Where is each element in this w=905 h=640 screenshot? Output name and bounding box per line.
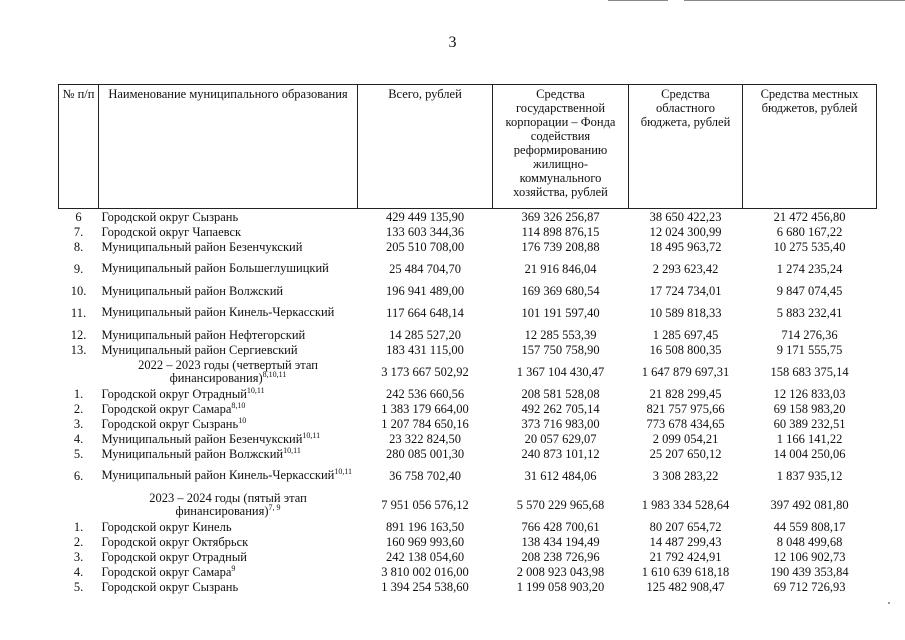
row-local — [743, 431, 877, 446]
row-regional — [629, 534, 743, 549]
table-row — [59, 283, 877, 298]
row-name-text: Муниципальный район Сергиевский — [101, 342, 298, 357]
row-name-text: Городской округ Отрадный — [101, 386, 247, 401]
page-number: 3 — [448, 34, 457, 51]
row-fund — [493, 239, 629, 254]
row-num-text: 7. — [73, 224, 84, 239]
row-fund — [493, 327, 629, 342]
row-num — [59, 209, 99, 225]
row-fund-text: 1 199 058 903,20 — [516, 579, 605, 594]
row-local-text: 5 883 232,41 — [776, 305, 843, 320]
row-name-text: 2023 – 2024 годы (пятый этап финансирования) — [149, 490, 307, 518]
table-row — [59, 461, 877, 490]
row-name-text: Городской округ Чапаевск — [101, 224, 242, 239]
row-fund-text: 138 434 194,49 — [521, 534, 600, 549]
row-fund — [493, 490, 629, 519]
row-name — [99, 254, 358, 283]
row-local — [743, 298, 877, 327]
row-regional-text: 17 724 734,01 — [649, 283, 722, 298]
row-num — [59, 461, 99, 490]
row-fund — [493, 209, 629, 225]
row-regional — [629, 461, 743, 490]
row-fund-text: 176 739 208,88 — [521, 239, 600, 254]
row-name-text: Городской округ Сызрань — [101, 209, 239, 224]
row-total — [358, 254, 493, 283]
row-num — [59, 386, 99, 401]
table-row — [59, 342, 877, 357]
row-num — [59, 283, 99, 298]
table-row — [59, 549, 877, 564]
row-name — [99, 224, 358, 239]
row-fund — [493, 446, 629, 461]
row-local-text: 14 004 250,06 — [773, 446, 846, 461]
row-local-text: 9 847 074,45 — [776, 283, 843, 298]
row-fund-text: 240 873 101,12 — [521, 446, 600, 461]
row-fund — [493, 564, 629, 579]
row-regional-text: 25 207 650,12 — [649, 446, 722, 461]
row-name — [99, 431, 358, 446]
row-total — [358, 490, 493, 519]
row-fund-text: 5 570 229 965,68 — [516, 497, 605, 512]
row-fund — [493, 401, 629, 416]
row-fund — [493, 224, 629, 239]
row-regional-text: 1 285 697,45 — [652, 327, 719, 342]
row-regional-text: 14 487 299,43 — [649, 534, 722, 549]
row-local-text: 44 559 808,17 — [773, 519, 846, 534]
header-total: Всего, рублей — [358, 85, 493, 209]
row-num — [59, 549, 99, 564]
row-total-text: 429 449 135,90 — [385, 209, 465, 224]
footnote-ref: 8,10,11 — [262, 369, 287, 379]
row-total — [358, 446, 493, 461]
row-num — [59, 239, 99, 254]
row-fund — [493, 283, 629, 298]
row-local — [743, 549, 877, 564]
row-regional-text: 2 099 054,21 — [652, 431, 719, 446]
row-num — [59, 357, 99, 386]
row-fund — [493, 549, 629, 564]
row-name — [99, 209, 358, 225]
row-total-text: 3 173 667 502,92 — [381, 364, 469, 379]
row-name-text: Городской округ Октябрьск — [101, 534, 249, 549]
row-regional-text: 80 207 654,72 — [649, 519, 722, 534]
row-name-text: Городской округ Сызрань — [101, 416, 239, 431]
table-row — [59, 224, 877, 239]
row-local-text: 60 389 232,51 — [773, 416, 846, 431]
row-local — [743, 342, 877, 357]
row-regional — [629, 549, 743, 564]
row-name-text: Муниципальный район Безенчукский — [101, 431, 303, 446]
row-local-text: 8 048 499,68 — [776, 534, 843, 549]
row-local-text: 190 439 353,84 — [770, 564, 849, 579]
row-local-text: 1 837 935,12 — [776, 468, 843, 483]
row-regional-text: 21 792 424,91 — [649, 549, 722, 564]
row-fund — [493, 298, 629, 327]
row-num — [59, 298, 99, 327]
row-num-text: 5. — [73, 579, 84, 594]
row-fund-text: 208 238 726,96 — [521, 549, 600, 564]
row-name — [99, 461, 358, 490]
row-total-text: 891 196 163,50 — [385, 519, 465, 534]
row-num-text: 4. — [73, 564, 84, 579]
row-local-text: 397 492 081,80 — [770, 497, 849, 512]
row-fund — [493, 386, 629, 401]
row-total-text: 36 758 702,40 — [389, 468, 461, 483]
row-num-text: 1. — [73, 386, 84, 401]
row-total — [358, 579, 493, 594]
row-name-text: Городской округ Сызрань — [101, 579, 239, 594]
row-total-text: 133 603 344,36 — [385, 224, 465, 239]
row-local — [743, 534, 877, 549]
row-regional — [629, 283, 743, 298]
row-local — [743, 461, 877, 490]
row-total — [358, 239, 493, 254]
row-regional — [629, 431, 743, 446]
row-name-text: Муниципальный район Волжский — [101, 283, 284, 298]
row-name — [99, 239, 358, 254]
row-local-text: 12 106 902,73 — [773, 549, 846, 564]
row-regional — [629, 579, 743, 594]
row-name-text: Муниципальный район Кинель-Черкасский — [101, 305, 335, 319]
row-total-text: 14 285 527,20 — [389, 327, 461, 342]
row-name — [99, 401, 358, 416]
footnote-ref: 8,10 — [231, 400, 246, 410]
row-name — [99, 519, 358, 534]
row-local — [743, 283, 877, 298]
row-total — [358, 461, 493, 490]
row-regional — [629, 224, 743, 239]
table-row — [59, 327, 877, 342]
row-fund-text: 492 262 705,14 — [521, 401, 600, 416]
row-fund — [493, 461, 629, 490]
row-local-text: 158 683 375,14 — [770, 364, 849, 379]
row-local — [743, 209, 877, 225]
row-local — [743, 519, 877, 534]
row-regional — [629, 209, 743, 225]
row-regional-text: 2 293 623,42 — [652, 261, 719, 276]
row-num-text: 2. — [73, 534, 84, 549]
row-total — [358, 549, 493, 564]
row-local — [743, 254, 877, 283]
table-row — [59, 386, 877, 401]
table-row — [59, 579, 877, 594]
row-local — [743, 446, 877, 461]
row-regional-text: 18 495 963,72 — [649, 239, 722, 254]
row-num — [59, 254, 99, 283]
table-row — [59, 401, 877, 416]
row-total-text: 196 941 489,00 — [385, 283, 465, 298]
row-fund — [493, 357, 629, 386]
row-local-text: 69 158 983,20 — [773, 401, 846, 416]
row-fund-text: 169 369 680,54 — [521, 283, 600, 298]
row-local-text: 1 166 141,22 — [776, 431, 843, 446]
row-local — [743, 490, 877, 519]
row-total-text: 3 810 002 016,00 — [381, 564, 469, 579]
top-rule-right — [684, 0, 905, 1]
row-num — [59, 564, 99, 579]
row-name-text: 2022 – 2023 годы (четвертый этап финансирования) — [138, 357, 318, 385]
row-fund-text: 373 716 983,00 — [521, 416, 600, 431]
row-num — [59, 431, 99, 446]
row-local-text: 9 171 555,75 — [776, 342, 843, 357]
row-name-text: Муниципальный район Безенчукский — [101, 239, 303, 254]
row-num — [59, 519, 99, 534]
row-name-text: Муниципальный район Большеглушицкий — [101, 261, 329, 275]
table-period-row — [59, 357, 877, 386]
row-fund — [493, 579, 629, 594]
row-name — [99, 283, 358, 298]
row-fund-text: 208 581 528,08 — [521, 386, 600, 401]
footnote-ref: 10,11 — [302, 430, 321, 440]
row-local-text: 12 126 833,03 — [773, 386, 846, 401]
row-local-text: 714 276,36 — [781, 327, 838, 342]
row-name-text: Городской округ Отрадный — [101, 549, 247, 564]
row-total-text: 7 951 056 576,12 — [381, 497, 469, 512]
row-num — [59, 446, 99, 461]
row-num — [59, 490, 99, 519]
row-local-text: 6 680 167,22 — [776, 224, 843, 239]
row-total — [358, 519, 493, 534]
row-regional — [629, 357, 743, 386]
row-num-text: 6 — [75, 209, 82, 224]
row-total-text: 1 207 784 650,16 — [381, 416, 469, 431]
row-name-text: Муниципальный район Кинель-Черкасский — [101, 468, 335, 482]
row-local-text: 69 712 726,93 — [773, 579, 846, 594]
row-name-text: Городской округ Самара — [101, 564, 232, 579]
row-fund — [493, 254, 629, 283]
table-row — [59, 254, 877, 283]
row-fund-text: 157 750 758,90 — [521, 342, 600, 357]
row-regional — [629, 519, 743, 534]
row-regional-text: 16 508 800,35 — [649, 342, 722, 357]
row-total — [358, 327, 493, 342]
row-local — [743, 239, 877, 254]
row-total-text: 25 484 704,70 — [389, 261, 461, 276]
row-local — [743, 401, 877, 416]
row-total — [358, 342, 493, 357]
row-num-text: 10. — [70, 283, 87, 298]
row-regional — [629, 401, 743, 416]
row-regional-text: 773 678 434,65 — [646, 416, 725, 431]
table-row — [59, 564, 877, 579]
row-num-text: 3. — [73, 549, 84, 564]
row-regional — [629, 564, 743, 579]
row-name — [99, 564, 358, 579]
row-fund — [493, 342, 629, 357]
row-local — [743, 224, 877, 239]
table-body — [59, 209, 877, 595]
row-regional — [629, 342, 743, 357]
footnote-ref: 7, 9 — [268, 502, 281, 512]
row-name — [99, 298, 358, 327]
footnote-ref: 10,11 — [283, 445, 301, 455]
row-num — [59, 416, 99, 431]
row-total — [358, 431, 493, 446]
row-regional — [629, 327, 743, 342]
row-name — [99, 534, 358, 549]
row-regional-text: 38 650 422,23 — [649, 209, 722, 224]
footnote-ref: 10 — [238, 415, 247, 425]
row-regional-text: 1 610 639 618,18 — [641, 564, 730, 579]
row-regional-text: 21 828 299,45 — [649, 386, 722, 401]
row-fund — [493, 431, 629, 446]
row-regional-text: 1 647 879 697,31 — [641, 364, 730, 379]
row-regional — [629, 386, 743, 401]
row-fund-text: 766 428 700,61 — [521, 519, 600, 534]
row-local — [743, 386, 877, 401]
row-name — [99, 446, 358, 461]
top-rule-left — [608, 0, 668, 1]
footnote-ref: 9 — [231, 563, 236, 573]
row-num-text: 9. — [73, 261, 84, 276]
row-num-text: 3. — [73, 416, 84, 431]
row-num — [59, 327, 99, 342]
financing-table — [58, 84, 877, 594]
row-fund-text: 369 326 256,87 — [521, 209, 600, 224]
table-row — [59, 519, 877, 534]
row-total-text: 1 383 179 664,00 — [381, 401, 469, 416]
row-name — [99, 386, 358, 401]
row-fund-text: 20 057 629,07 — [524, 431, 597, 446]
row-num — [59, 224, 99, 239]
row-total — [358, 534, 493, 549]
row-regional — [629, 416, 743, 431]
row-local — [743, 579, 877, 594]
row-local — [743, 327, 877, 342]
footnote-ref: 10,11 — [334, 466, 353, 476]
row-total — [358, 224, 493, 239]
row-total-text: 242 536 660,56 — [385, 386, 465, 401]
row-local-text: 10 275 535,40 — [773, 239, 846, 254]
row-name — [99, 416, 358, 431]
row-total-text: 280 085 001,30 — [385, 446, 465, 461]
row-fund — [493, 534, 629, 549]
row-name — [99, 342, 358, 357]
row-local-text: 21 472 456,80 — [773, 209, 846, 224]
footnote-ref: 10,11 — [246, 385, 265, 395]
row-regional-text: 10 589 818,33 — [649, 305, 722, 320]
row-name-text: Городской округ Самара — [101, 401, 232, 416]
row-fund-text: 31 612 484,06 — [524, 468, 597, 483]
row-num-text: 13. — [70, 342, 87, 357]
header-name: Наименование муниципального образования — [99, 85, 358, 209]
row-regional — [629, 298, 743, 327]
row-num — [59, 534, 99, 549]
row-name-text: Муниципальный район Волжский — [101, 446, 284, 461]
table-row — [59, 239, 877, 254]
header-local: Средства местных бюджетов, рублей — [743, 85, 877, 209]
row-fund-text: 101 191 597,40 — [521, 305, 600, 320]
row-regional-text: 821 757 975,66 — [646, 401, 725, 416]
row-total-text: 205 510 708,00 — [385, 239, 465, 254]
row-regional-text: 3 308 283,22 — [652, 468, 719, 483]
row-num-text: 4. — [73, 431, 84, 446]
row-regional — [629, 254, 743, 283]
row-regional-text: 125 482 908,47 — [646, 579, 725, 594]
table-row — [59, 298, 877, 327]
row-total-text: 117 664 648,14 — [386, 305, 464, 320]
row-num-text: 8. — [73, 239, 84, 254]
header-num: № п/п — [59, 85, 99, 209]
row-total — [358, 357, 493, 386]
row-num-text: 1. — [73, 519, 84, 534]
row-fund — [493, 519, 629, 534]
row-total — [358, 283, 493, 298]
table-header-row — [59, 85, 877, 209]
row-local — [743, 357, 877, 386]
row-total — [358, 209, 493, 225]
table-row — [59, 534, 877, 549]
row-num-text: 5. — [73, 446, 84, 461]
row-name-text: Муниципальный район Нефтегорский — [101, 327, 306, 342]
table-period-row — [59, 490, 877, 519]
row-regional-text: 12 024 300,99 — [649, 224, 722, 239]
row-total — [358, 564, 493, 579]
row-name — [99, 490, 358, 519]
header-fund: Средства государственной корпорации – Фонда содействия реформированию жилищно-коммунального хозяйства, рублей — [493, 85, 629, 209]
header-regional: Средства областного бюджета, рублей — [629, 85, 743, 209]
row-name — [99, 579, 358, 594]
row-local — [743, 416, 877, 431]
row-num-text: 12. — [70, 327, 87, 342]
row-name — [99, 327, 358, 342]
row-fund-text: 1 367 104 430,47 — [516, 364, 605, 379]
row-local-text: 1 274 235,24 — [776, 261, 843, 276]
row-regional-text: 1 983 334 528,64 — [641, 497, 730, 512]
row-fund-text: 12 285 553,39 — [524, 327, 597, 342]
row-name — [99, 357, 358, 386]
row-regional — [629, 446, 743, 461]
row-fund — [493, 416, 629, 431]
row-num-text: 11. — [70, 305, 87, 320]
row-num — [59, 401, 99, 416]
row-num — [59, 579, 99, 594]
row-total-text: 1 394 254 538,60 — [381, 579, 469, 594]
row-fund-text: 114 898 876,15 — [521, 224, 600, 239]
row-name-text: Городской округ Кинель — [101, 519, 232, 534]
row-total-text: 242 138 054,60 — [385, 549, 465, 564]
row-total — [358, 386, 493, 401]
row-total-text: 23 322 824,50 — [389, 431, 461, 446]
table-row — [59, 209, 877, 225]
row-regional — [629, 239, 743, 254]
row-fund-text: 2 008 923 043,98 — [516, 564, 605, 579]
row-regional — [629, 490, 743, 519]
row-num-text: 2. — [73, 401, 84, 416]
row-fund-text: 21 916 846,04 — [524, 261, 597, 276]
row-num-text: 6. — [73, 468, 84, 483]
row-num — [59, 342, 99, 357]
table-row — [59, 446, 877, 461]
financing-table-wrapper — [58, 84, 876, 594]
row-total — [358, 401, 493, 416]
row-total-text: 183 431 115,00 — [386, 342, 464, 357]
table-row — [59, 416, 877, 431]
table-row — [59, 431, 877, 446]
row-name — [99, 549, 358, 564]
row-total — [358, 416, 493, 431]
row-total-text: 160 969 993,60 — [385, 534, 465, 549]
row-total — [358, 298, 493, 327]
scan-speck — [888, 602, 890, 604]
row-local — [743, 564, 877, 579]
